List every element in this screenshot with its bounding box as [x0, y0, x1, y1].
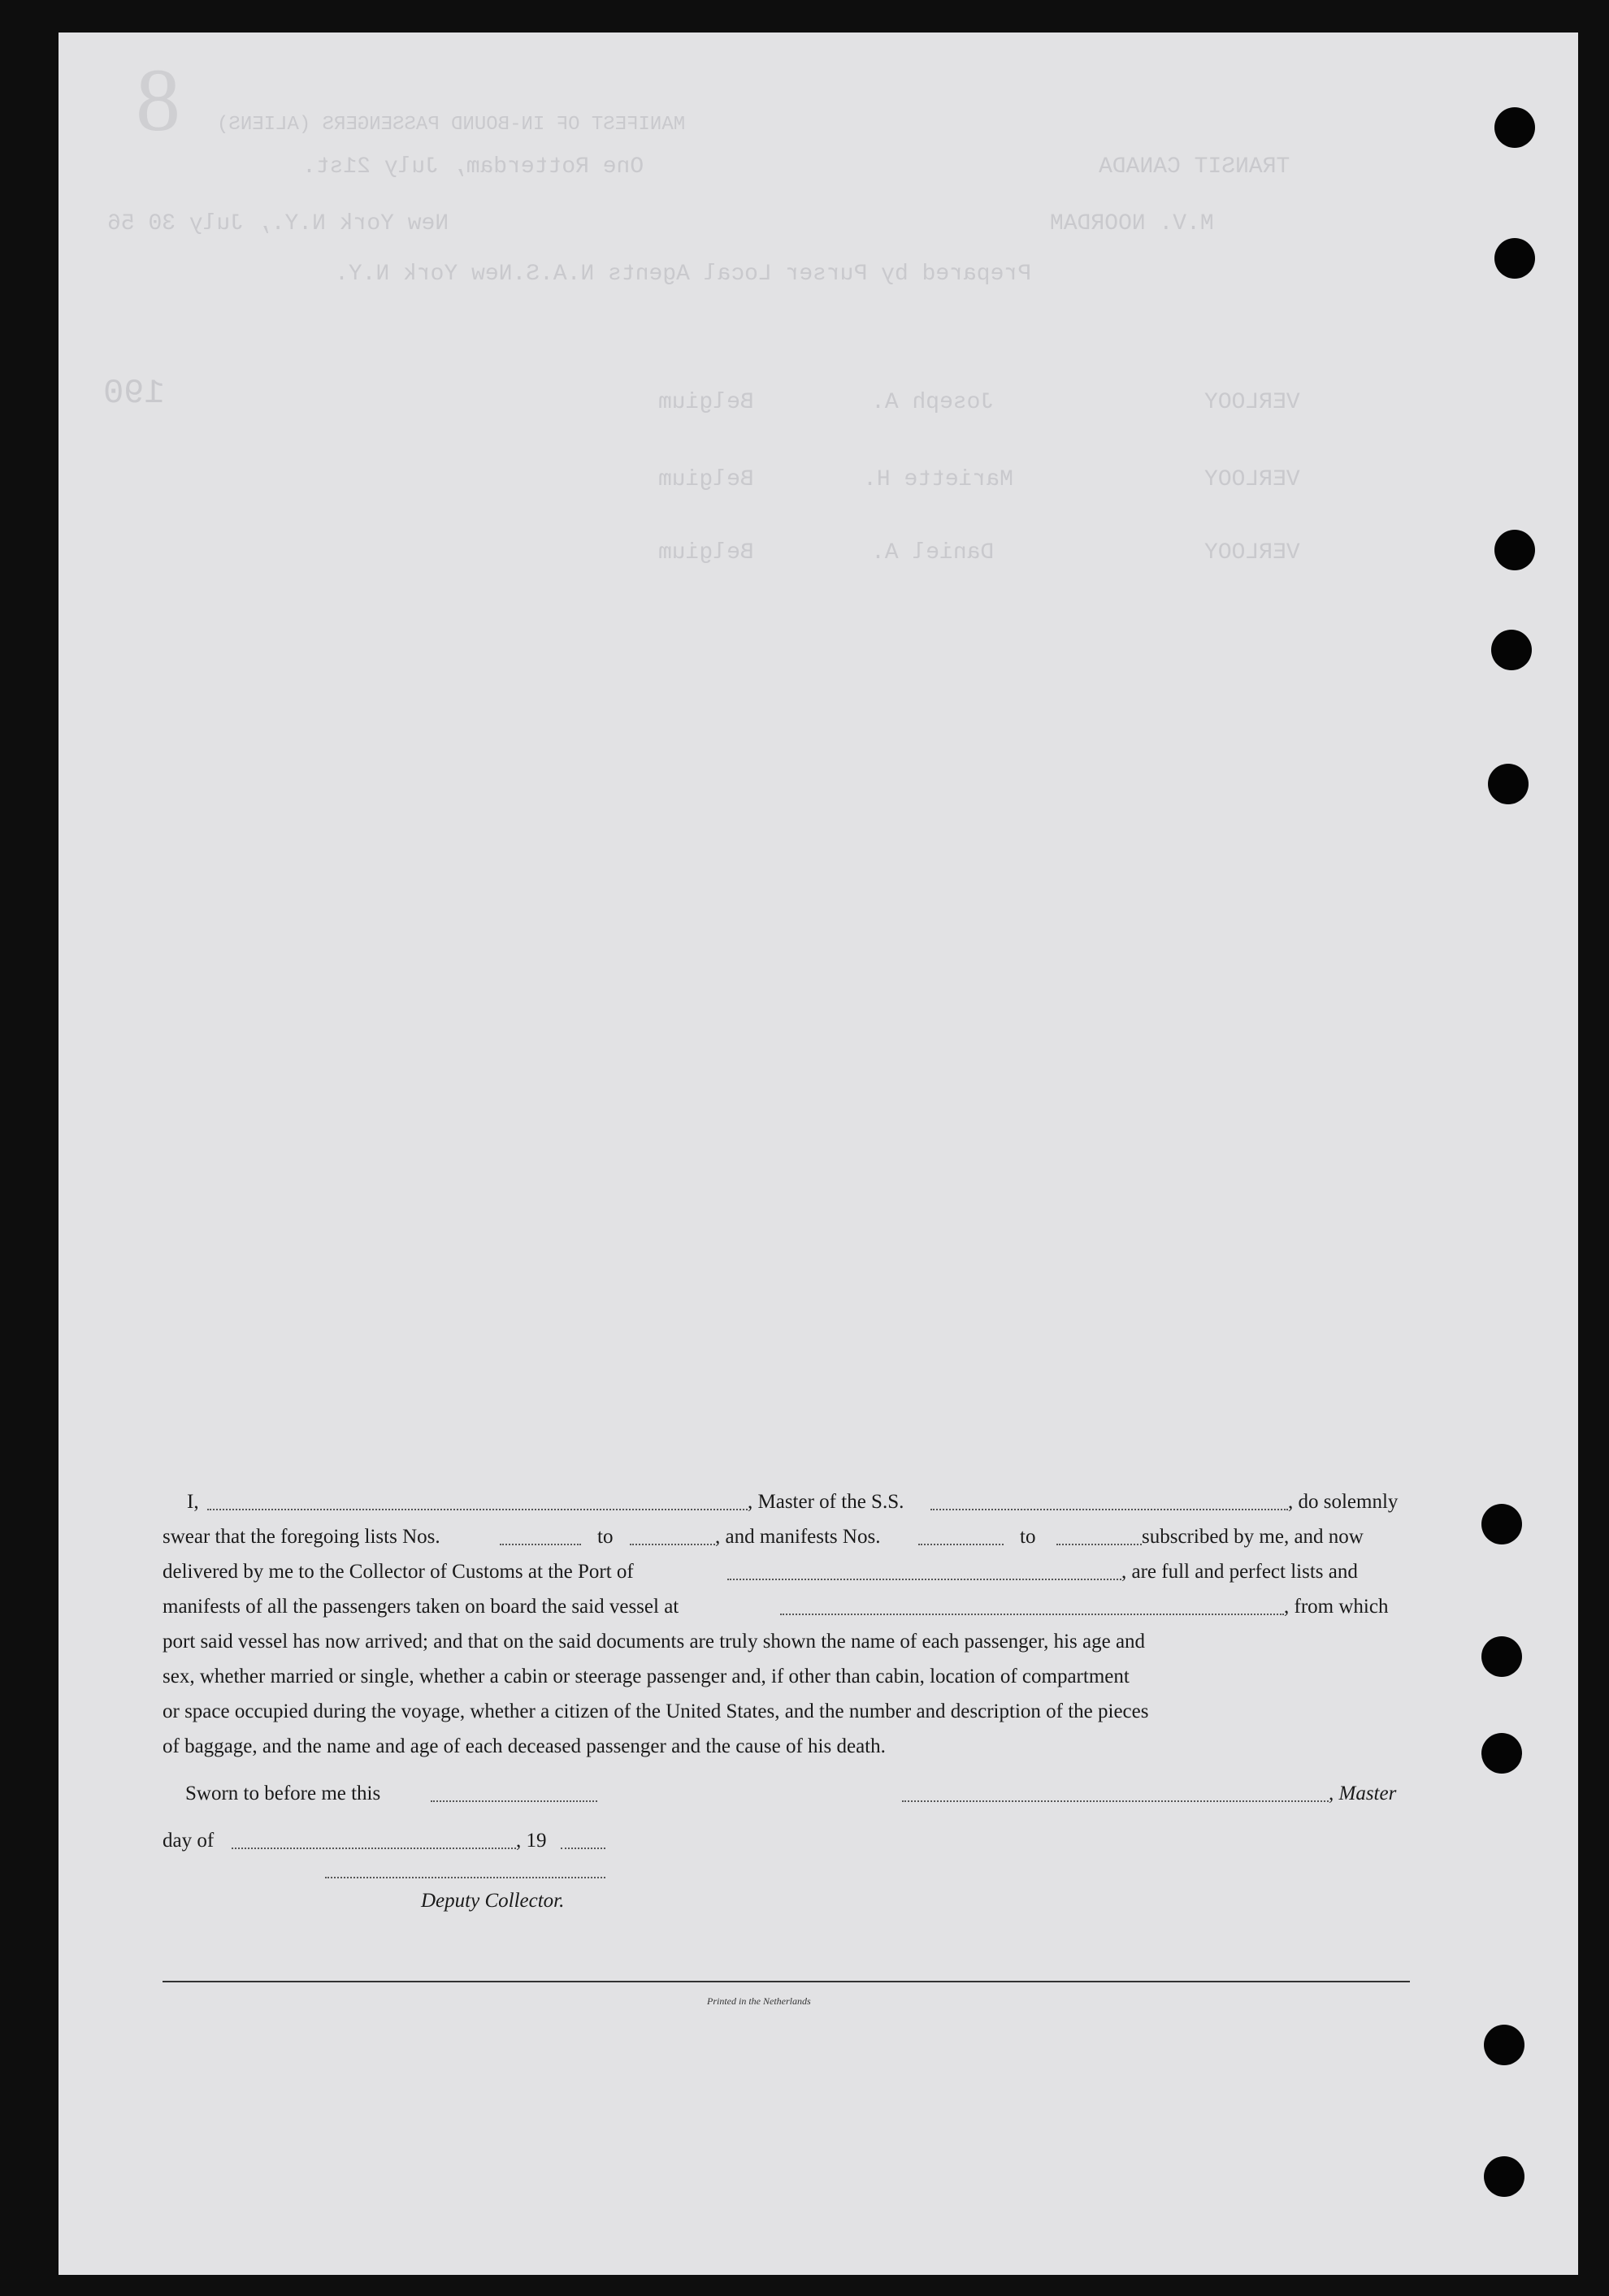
- page-mark: 8: [136, 50, 180, 149]
- affidavit-text: to: [1020, 1526, 1036, 1548]
- affidavit-text: , do solemnly: [1288, 1491, 1399, 1513]
- printed-in-netherlands: Printed in the Netherlands: [707, 1995, 811, 2007]
- blank-sworn-date: [431, 1800, 597, 1802]
- affidavit-text: delivered by me to the Collector of Customs at the Port of: [163, 1561, 634, 1583]
- bleed-country: Belgium: [658, 540, 754, 565]
- master-affidavit: [163, 1491, 1414, 1912]
- affidavit-text: sex, whether married or single, whether a cabin or steerage passenger and, if other than cabin, location of compartment: [163, 1666, 1130, 1687]
- punch-hole: [1481, 1504, 1522, 1544]
- affidavit-text: , Master of the S.S.: [748, 1491, 904, 1513]
- blank-port: [727, 1579, 1121, 1580]
- bleed-surname: VERLOOY: [1204, 390, 1300, 415]
- punch-hole: [1494, 530, 1535, 570]
- deputy-collector-label: Deputy Collector.: [421, 1890, 565, 1912]
- blank-manifest-to: [1056, 1544, 1142, 1545]
- day-of-line: [163, 1830, 1414, 1865]
- bleed-line: TRANSIT CANADA: [1099, 154, 1290, 180]
- punch-hole: [1488, 764, 1529, 804]
- blank-list-to: [630, 1544, 715, 1545]
- affidavit-line-2: [163, 1526, 1414, 1561]
- bleed-country: Belgium: [658, 390, 754, 415]
- bleed-surname: VERLOOY: [1204, 540, 1300, 565]
- affidavit-line-8: [163, 1735, 1414, 1770]
- blank-list-from: [500, 1544, 581, 1545]
- affidavit-line-3: [163, 1561, 1414, 1596]
- blank-master-name: [207, 1509, 748, 1510]
- affidavit-text: port said vessel has now arrived; and that on the said documents are truly shown the name of each passenger, his age and: [163, 1631, 1146, 1653]
- master-label: , Master: [1329, 1783, 1397, 1804]
- bleed-line: New York N.Y., July 30 56: [107, 211, 449, 236]
- affidavit-line-4: [163, 1596, 1414, 1631]
- bleed-given: Mariette H.: [863, 467, 1013, 492]
- affidavit-line-6: [163, 1666, 1414, 1700]
- affidavit-text: manifests of all the passengers taken on board the said vessel at: [163, 1596, 679, 1618]
- blank-master-signature: [902, 1800, 1329, 1802]
- sworn-line: [163, 1783, 1414, 1817]
- punch-hole: [1484, 2156, 1524, 2197]
- blank-embark-port: [780, 1614, 1284, 1615]
- bleed-line: M.V. NOORDAM: [1050, 211, 1214, 236]
- punch-hole: [1481, 1733, 1522, 1774]
- affidavit-text: , are full and perfect lists and: [1121, 1561, 1358, 1583]
- punch-hole: [1481, 1636, 1522, 1677]
- blank-deputy-signature: [325, 1877, 605, 1878]
- blank-day-month: [232, 1848, 516, 1849]
- bleed-line: One Rotterdam, July 21st.: [302, 154, 644, 180]
- affidavit-line-5: [163, 1631, 1414, 1666]
- affidavit-text: , from which: [1284, 1596, 1389, 1618]
- affidavit-text: or space occupied during the voyage, whether a citizen of the United States, and the number and description of the pieces: [163, 1700, 1149, 1722]
- affidavit-text: , and manifests Nos.: [715, 1526, 881, 1548]
- deputy-line: [163, 1877, 1414, 1912]
- blank-vessel-name: [930, 1509, 1288, 1510]
- manifest-page: [59, 32, 1578, 2275]
- affidavit-text: I,: [187, 1491, 199, 1513]
- punch-hole: [1494, 107, 1535, 148]
- bleed-surname: VERLOOY: [1204, 467, 1300, 492]
- sworn-text: Sworn to before me this: [185, 1783, 381, 1804]
- day-of-text: day of: [163, 1830, 215, 1852]
- bleed-line: Prepared by Purser Local Agents N.A.S.New York N.Y.: [335, 262, 1031, 287]
- affidavit-text: of baggage, and the name and age of each deceased passenger and the cause of his death.: [163, 1735, 886, 1757]
- bleed-given: Daniel A.: [871, 540, 995, 565]
- bleed-num: 190: [103, 374, 165, 413]
- affidavit-line-7: [163, 1700, 1414, 1735]
- affidavit-text: swear that the foregoing lists Nos.: [163, 1526, 440, 1548]
- footer-rule: [163, 1981, 1410, 1982]
- blank-manifest-from: [918, 1544, 1004, 1545]
- punch-hole: [1491, 630, 1532, 670]
- affidavit-text: subscribed by me, and now: [1142, 1526, 1364, 1548]
- blank-year: [561, 1848, 605, 1849]
- bleed-country: Belgium: [658, 467, 754, 492]
- bleed-line: MANIFEST OF IN-BOUND PASSENGERS (ALIENS): [217, 114, 686, 136]
- year-prefix: , 19: [516, 1830, 547, 1852]
- affidavit-line-1: [163, 1491, 1414, 1526]
- punch-hole: [1494, 238, 1535, 279]
- bleed-given: Joseph A.: [871, 390, 995, 415]
- punch-hole: [1484, 2025, 1524, 2065]
- affidavit-text: to: [597, 1526, 614, 1548]
